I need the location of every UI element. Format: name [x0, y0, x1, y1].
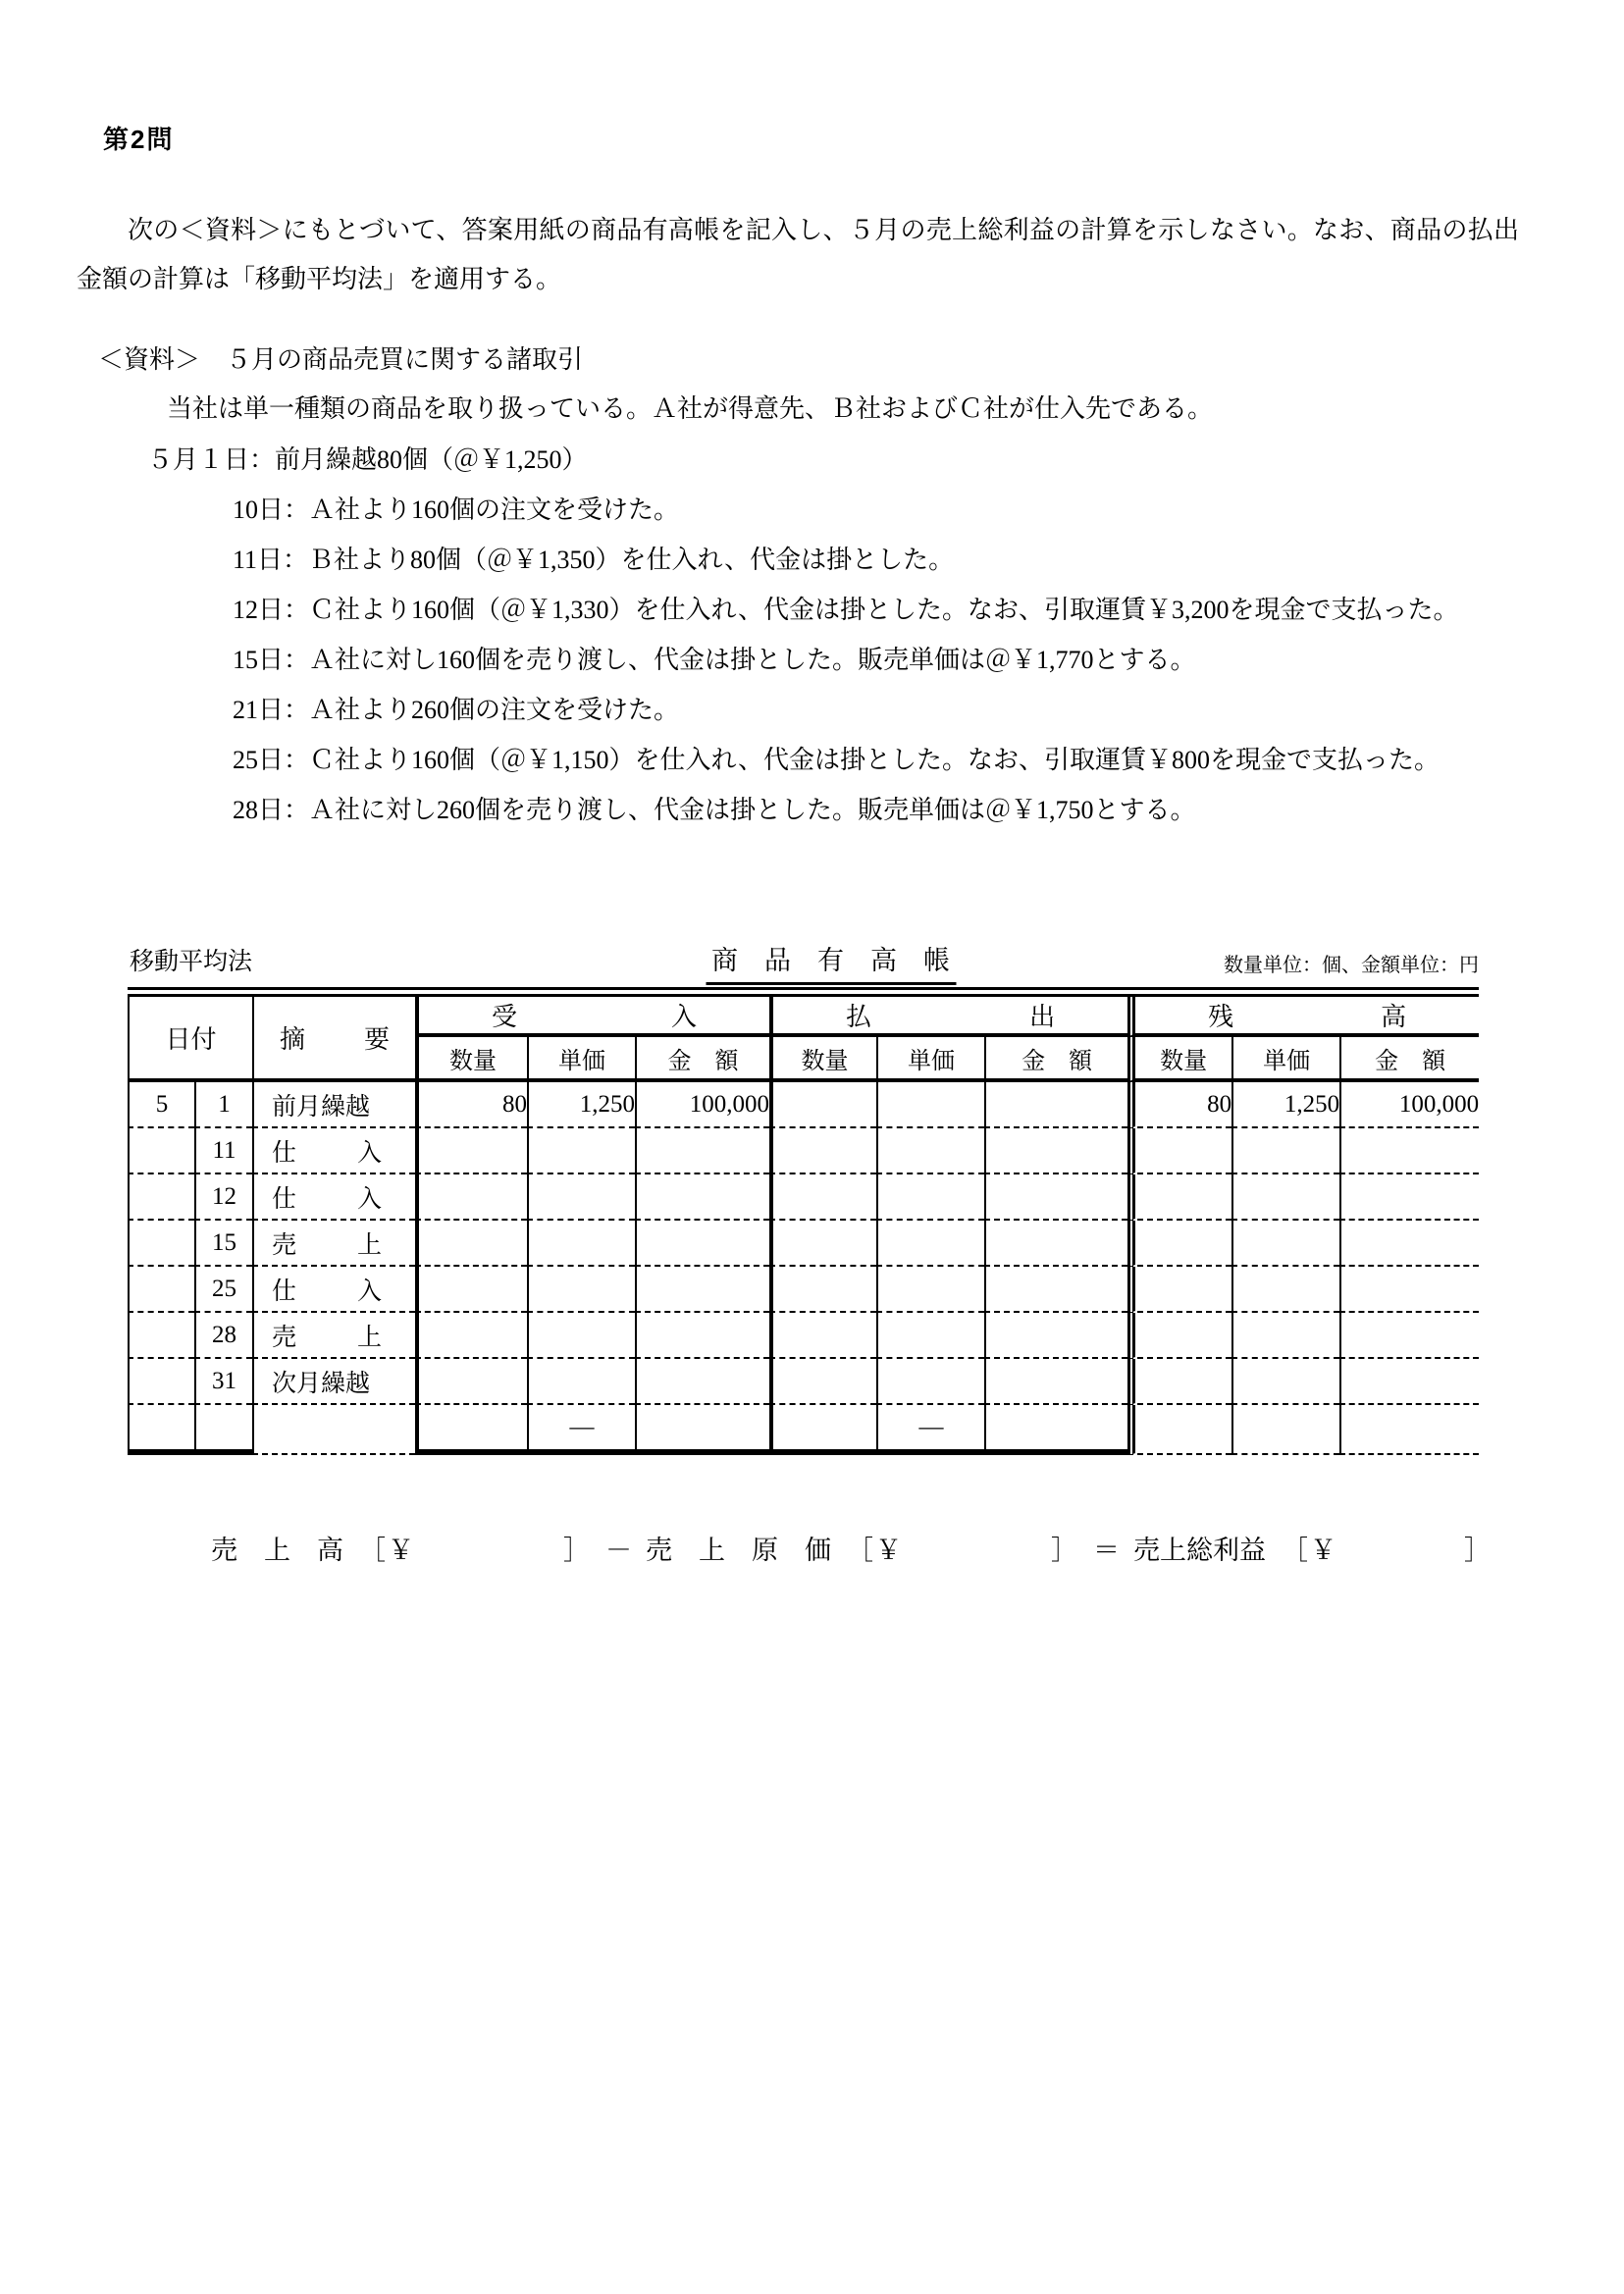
- cell-receipt-qty: [415, 1174, 527, 1221]
- cell-summary: 仕 入: [252, 1174, 415, 1221]
- gross-profit-label: 売上総利益: [1133, 1536, 1266, 1565]
- ledger-row-purchase-12: [128, 1174, 1479, 1221]
- col-group-balance: 残 高: [1127, 997, 1479, 1037]
- cell-balance-unit-price: 1,250: [1231, 1082, 1339, 1128]
- cell-balance-unit-price: [1231, 1359, 1339, 1405]
- cell-issue-qty: [769, 1405, 876, 1455]
- cell-balance-unit-price: [1231, 1128, 1339, 1174]
- gross-open-bracket: ［: [1282, 1536, 1308, 1565]
- ledger-row-opening-balance: [128, 1082, 1479, 1128]
- gross-profit-formula: [211, 1529, 1493, 1567]
- cell-receipt-amount: [635, 1128, 769, 1174]
- transaction-item: 15日：Ａ社に対し160個を売り渡し、代金は掛とした。販売単価は＠￥1,770とする。: [233, 646, 1196, 674]
- cell-month: [128, 1405, 194, 1455]
- materials-heading: ＜資料＞ ５月の商品売買に関する諸取引: [98, 345, 584, 374]
- cell-receipt-unit-price: [527, 1128, 635, 1174]
- cogs-close-bracket: ］: [1051, 1536, 1077, 1565]
- cell-day: 11: [194, 1128, 252, 1174]
- cell-receipt-amount: [635, 1313, 769, 1359]
- cell-day: 1: [194, 1082, 252, 1128]
- cell-receipt-unit-price: [527, 1174, 635, 1221]
- minus-operator: －: [605, 1536, 632, 1565]
- cell-day: [194, 1405, 252, 1455]
- cell-day: 15: [194, 1221, 252, 1267]
- cell-receipt-qty: [415, 1128, 527, 1174]
- cell-issue-amount: [984, 1313, 1127, 1359]
- cell-receipt-qty: 80: [415, 1082, 527, 1128]
- cell-balance-qty: [1127, 1359, 1231, 1405]
- cell-balance-qty: [1127, 1267, 1231, 1313]
- ledger-row-totals: [128, 1405, 1479, 1455]
- col-header-balance-amount: 金 額: [1339, 1037, 1479, 1082]
- cell-issue-amount: [984, 1221, 1127, 1267]
- cell-month: [128, 1267, 194, 1313]
- cell-day: 25: [194, 1267, 252, 1313]
- col-header-issue-amount: 金 額: [984, 1037, 1127, 1082]
- cell-receipt-amount: 100,000: [635, 1082, 769, 1128]
- col-header-receipt-amount: 金 額: [635, 1037, 769, 1082]
- cell-issue-unit-price-dash: —: [876, 1405, 984, 1455]
- col-header-receipt-qty: 数量: [415, 1037, 527, 1082]
- cell-summary: 仕 入: [252, 1267, 415, 1313]
- cell-balance-amount: [1339, 1405, 1479, 1455]
- cell-issue-amount: [984, 1082, 1127, 1128]
- col-group-issues: 払 出: [769, 997, 1127, 1037]
- cell-balance-amount: [1339, 1174, 1479, 1221]
- cell-summary: 売 上: [252, 1221, 415, 1267]
- cell-receipt-unit-price: [527, 1267, 635, 1313]
- cell-month: 5: [128, 1082, 194, 1128]
- cell-summary: [252, 1405, 415, 1455]
- gross-amount-blank: [1336, 1558, 1462, 1559]
- cogs-label: 売 上 原 価: [646, 1536, 831, 1565]
- ledger-method-label: 移動平均法: [130, 949, 253, 975]
- cell-balance-amount: [1339, 1221, 1479, 1267]
- cell-balance-unit-price: [1231, 1313, 1339, 1359]
- page-title: 第2問: [103, 125, 175, 154]
- cell-receipt-qty: [415, 1359, 527, 1405]
- sales-label: 売 上 高: [211, 1536, 343, 1565]
- cell-day: 31: [194, 1359, 252, 1405]
- cell-month: [128, 1221, 194, 1267]
- transaction-item: ５月１日：前月繰越80個（＠￥1,250）: [147, 445, 588, 474]
- cell-balance-amount: [1339, 1128, 1479, 1174]
- cell-receipt-amount: [635, 1267, 769, 1313]
- transaction-item: 12日：Ｃ社より160個（＠￥1,330）を仕入れ、代金は掛とした。なお、引取運賃￥3,200を現金で支払った。: [233, 596, 1459, 624]
- cogs-open-bracket: ［: [847, 1536, 873, 1565]
- cell-issue-amount: [984, 1267, 1127, 1313]
- cell-issue-qty: [769, 1128, 876, 1174]
- col-header-date: 日付: [128, 997, 252, 1082]
- yen-sign: ￥: [1310, 1536, 1336, 1565]
- col-header-balance-unit-price: 単価: [1231, 1037, 1339, 1082]
- cell-issue-qty: [769, 1313, 876, 1359]
- cell-receipt-unit-price: [527, 1313, 635, 1359]
- ledger-row-purchase-11: [128, 1128, 1479, 1174]
- cell-receipt-qty: [415, 1313, 527, 1359]
- cell-issue-unit-price: [876, 1128, 984, 1174]
- cell-issue-amount: [984, 1359, 1127, 1405]
- ledger-title: 商 品 有 高 帳: [706, 939, 956, 985]
- cell-issue-amount: [984, 1128, 1127, 1174]
- col-header-summary: 摘 要: [252, 997, 415, 1082]
- cell-receipt-amount: [635, 1359, 769, 1405]
- ledger-row-sale-15: [128, 1221, 1479, 1267]
- cell-issue-unit-price: [876, 1174, 984, 1221]
- cell-issue-qty: [769, 1359, 876, 1405]
- cell-receipt-qty: [415, 1221, 527, 1267]
- cell-month: [128, 1313, 194, 1359]
- yen-sign: ￥: [875, 1536, 902, 1565]
- cell-balance-unit-price: [1231, 1405, 1339, 1455]
- cell-summary: 売 上: [252, 1313, 415, 1359]
- materials-note: 当社は単一種類の商品を取り扱っている。Ａ社が得意先、Ｂ社およびＣ社が仕入先である。: [167, 394, 1214, 423]
- cell-month: [128, 1128, 194, 1174]
- ledger-top-double-rule: [128, 987, 1479, 997]
- cell-summary: 次月繰越: [252, 1359, 415, 1405]
- sales-close-bracket: ］: [563, 1536, 590, 1565]
- cogs-amount-blank: [902, 1558, 1049, 1559]
- cell-balance-unit-price: [1231, 1267, 1339, 1313]
- cell-issue-unit-price: [876, 1267, 984, 1313]
- cell-balance-qty: 80: [1127, 1082, 1231, 1128]
- transaction-item: 11日：Ｂ社より80個（＠￥1,350）を仕入れ、代金は掛とした。: [233, 546, 955, 574]
- cell-issue-qty: [769, 1174, 876, 1221]
- cell-issue-amount: [984, 1405, 1127, 1455]
- cell-day: 28: [194, 1313, 252, 1359]
- cell-balance-qty: [1127, 1313, 1231, 1359]
- intro-paragraph: 次の＜資料＞にもとづいて、答案用紙の商品有高帳を記入し、５月の売上総利益の計算を示しなさい。なお、商品の払出金額の計算は「移動平均法」を適用する。: [77, 216, 1519, 293]
- cell-receipt-unit-price: 1,250: [527, 1082, 635, 1128]
- cell-balance-unit-price: [1231, 1174, 1339, 1221]
- cell-issue-unit-price: [876, 1313, 984, 1359]
- cell-summary: 前月繰越: [252, 1082, 415, 1128]
- cell-receipt-unit-price: [527, 1221, 635, 1267]
- cell-balance-qty: [1127, 1221, 1231, 1267]
- cell-balance-amount: 100,000: [1339, 1082, 1479, 1128]
- cell-receipt-amount: [635, 1405, 769, 1455]
- cell-issue-qty: [769, 1221, 876, 1267]
- cell-balance-amount: [1339, 1267, 1479, 1313]
- col-header-receipt-unit-price: 単価: [527, 1037, 635, 1082]
- cell-balance-qty: [1127, 1405, 1231, 1455]
- cell-receipt-qty: [415, 1405, 527, 1455]
- cell-receipt-unit-price-dash: —: [527, 1405, 635, 1455]
- ledger-units-note: 数量単位：個、金額単位：円: [1224, 955, 1479, 976]
- cell-issue-unit-price: [876, 1082, 984, 1128]
- equals-operator: ＝: [1093, 1536, 1120, 1565]
- sales-open-bracket: ［: [359, 1536, 386, 1565]
- ledger-row-purchase-25: [128, 1267, 1479, 1313]
- gross-close-bracket: ］: [1464, 1536, 1491, 1565]
- cell-balance-unit-price: [1231, 1221, 1339, 1267]
- transactions-list: [0, 435, 1459, 835]
- cell-receipt-amount: [635, 1221, 769, 1267]
- cell-balance-qty: [1127, 1174, 1231, 1221]
- ledger-section: [128, 934, 1479, 1455]
- transaction-item: 25日：Ｃ社より160個（＠￥1,150）を仕入れ、代金は掛とした。なお、引取運賃￥800を現金で支払った。: [233, 746, 1441, 774]
- col-header-balance-qty: 数量: [1127, 1037, 1231, 1082]
- ledger-row-closing-balance: [128, 1359, 1479, 1405]
- cell-balance-qty: [1127, 1128, 1231, 1174]
- cell-issue-unit-price: [876, 1359, 984, 1405]
- transaction-item: 10日：Ａ社より160個の注文を受けた。: [233, 495, 680, 524]
- col-group-receipts: 受 入: [415, 997, 769, 1037]
- cell-month: [128, 1174, 194, 1221]
- transaction-item: 21日：Ａ社より260個の注文を受けた。: [233, 696, 680, 724]
- cell-summary: 仕 入: [252, 1128, 415, 1174]
- cell-month: [128, 1359, 194, 1405]
- yen-sign: ￥: [388, 1536, 414, 1565]
- cell-issue-unit-price: [876, 1221, 984, 1267]
- cell-issue-qty: [769, 1082, 876, 1128]
- cell-receipt-unit-price: [527, 1359, 635, 1405]
- cell-receipt-amount: [635, 1174, 769, 1221]
- col-header-issue-qty: 数量: [769, 1037, 876, 1082]
- inventory-ledger-table: [128, 997, 1479, 1455]
- cell-issue-qty: [769, 1267, 876, 1313]
- transaction-item: 28日：Ａ社に対し260個を売り渡し、代金は掛とした。販売単価は＠￥1,750とする。: [233, 796, 1196, 824]
- cell-balance-amount: [1339, 1359, 1479, 1405]
- cell-issue-amount: [984, 1174, 1127, 1221]
- ledger-row-sale-28: [128, 1313, 1479, 1359]
- ledger-caption: [128, 934, 1479, 985]
- cell-balance-amount: [1339, 1313, 1479, 1359]
- cell-day: 12: [194, 1174, 252, 1221]
- sales-amount-blank: [414, 1558, 561, 1559]
- col-header-issue-unit-price: 単価: [876, 1037, 984, 1082]
- cell-receipt-qty: [415, 1267, 527, 1313]
